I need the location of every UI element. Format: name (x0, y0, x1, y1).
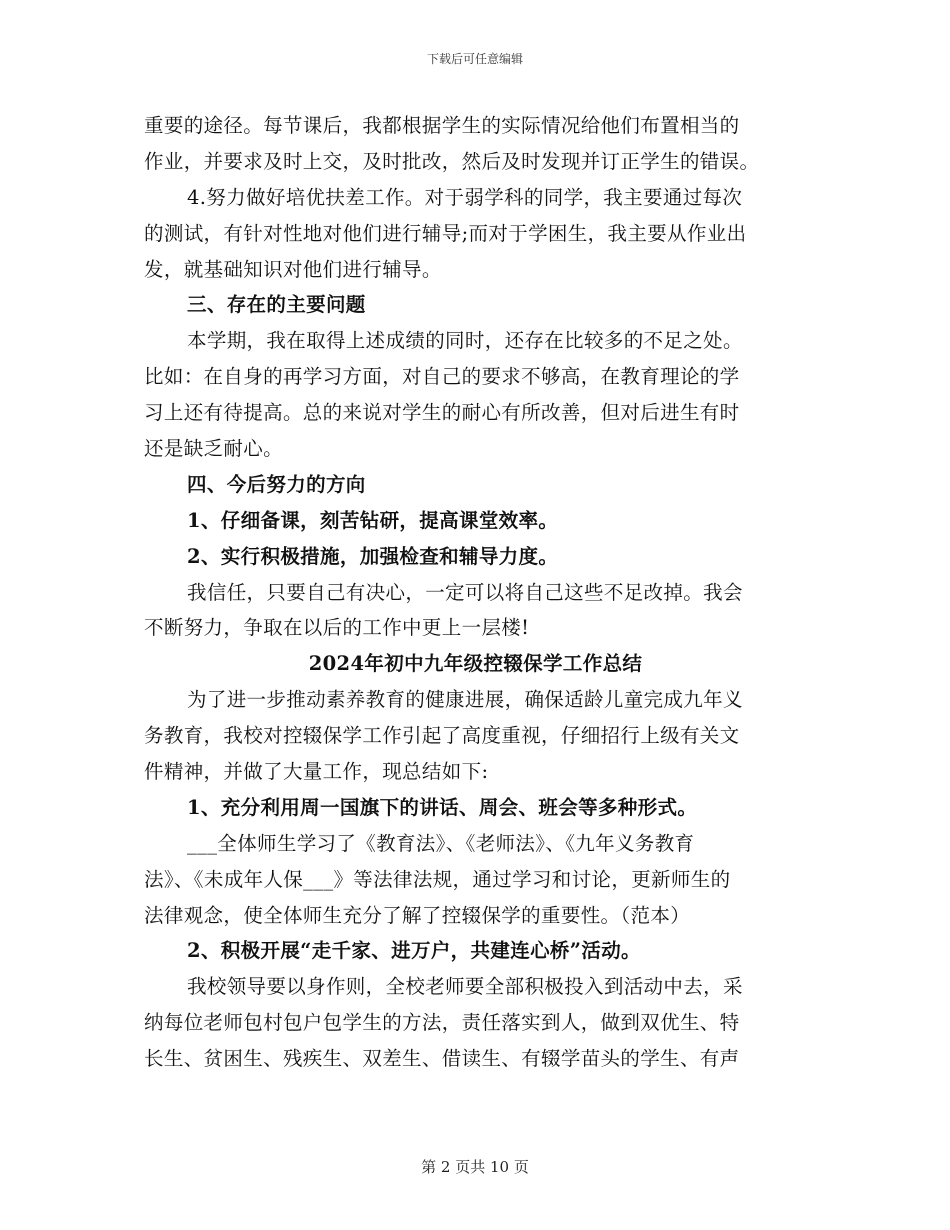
paragraph-line: 重要的途径。每节课后，我都根据学生的实际情况给他们布置相当的 (144, 114, 740, 137)
paragraph-line: 件精神，并做了大量工作，现总结如下: (144, 760, 489, 784)
paragraph-line: 4.努力做好培优扶差工作。对于弱学科的同学，我主要通过每次 (187, 185, 743, 209)
paragraph-line: 比如：在自身的再学习方面，对自己的要求不够高，在教育理论的学 (144, 365, 740, 389)
document-body (144, 108, 807, 1077)
paragraph-line: 法》、《未成年人保___》等法律法规，通过学习和讨论，更新师生的 (144, 867, 731, 891)
paragraph-line: ___全体师生学习了《教育法》、《老师法》、《九年义务教育 (187, 831, 695, 855)
paragraph-line: 不断努力，争取在以后的工作中更上一层楼! (144, 616, 530, 640)
section-heading: 四、今后努力的方向 (187, 472, 366, 496)
paragraph-line: 本学期，我在取得上述成绩的同时，还存在比较多的不足之处。 (187, 329, 743, 353)
paragraph-line: 发，就基础知识对他们进行辅导。 (144, 257, 442, 281)
document-title: 2024年初中九年级控辍保学工作总结 (308, 652, 643, 676)
paragraph-line: 的测试，有针对性地对他们进行辅导;而对于学困生，我主要从作业出 (144, 221, 747, 245)
page-header: 下载后可任意编辑 (426, 52, 523, 66)
section-heading: 2、实行积极措施，加强检查和辅导力度。 (187, 544, 559, 568)
page-footer: 第 2 页共 10 页 (421, 1158, 529, 1176)
paragraph-line: 纳每位老师包村包户包学生的方法，责任落实到人，做到双优生、特 (144, 1011, 740, 1035)
paragraph-line: 我信任，只要自己有决心，一定可以将自己这些不足改掉。我会 (187, 580, 743, 604)
paragraph-line: 我校领导要以身作则，全校老师要全部积极投入到活动中去，采 (187, 975, 743, 999)
paragraph-line: 务教育，我校对控辍保学工作引起了高度重视，仔细招行上级有关文 (144, 724, 740, 748)
section-heading: 1、仔细备课，刻苦钻研，提高课堂效率。 (187, 508, 559, 532)
paragraph-line: 还是缺乏耐心。 (144, 437, 283, 461)
paragraph-line: 长生、贫困生、残疾生、双差生、借读生、有辍学苗头的学生、有声 (144, 1047, 740, 1071)
section-heading: 三、存在的主要问题 (187, 293, 366, 317)
paragraph-line: 习上还有待提高。总的来说对学生的耐心有所改善，但对后进生有时 (144, 401, 740, 425)
paragraph-line: 作业，并要求及时上交，及时批改，然后及时发现并订正学生的错误。 (144, 149, 760, 173)
paragraph-line: 为了进一步推动素养教育的健康进展，确保适龄儿童完成九年义 (187, 688, 743, 712)
paragraph-line: 法律观念，使全体师生充分了解了控辍保学的重要性。（范本） (144, 903, 691, 927)
section-heading: 1、充分利用周一国旗下的讲话、周会、班会等多种形式。 (187, 795, 698, 819)
section-heading: 2、积极开展“走千家、进万户，共建连心桥”活动。 (187, 939, 641, 963)
